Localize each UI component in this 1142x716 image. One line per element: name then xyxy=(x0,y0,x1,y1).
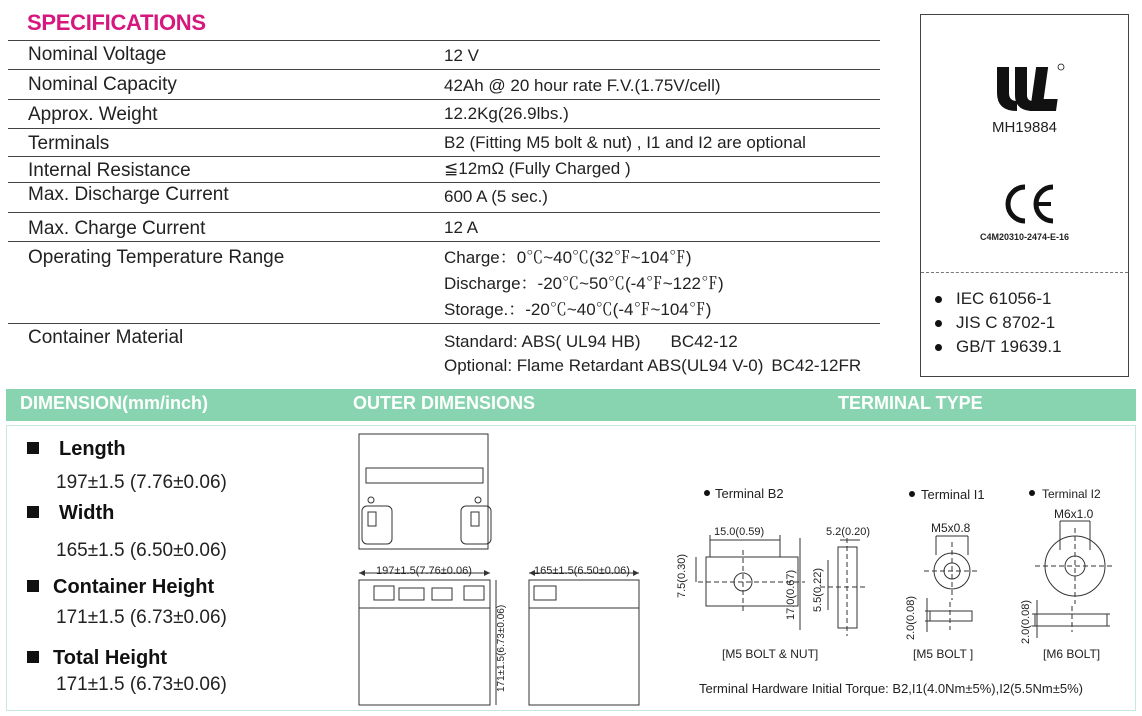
section-header-band xyxy=(6,389,1136,421)
section-title-dimension: DIMENSION(mm/inch) xyxy=(20,393,209,413)
square-bullet-icon xyxy=(27,651,39,663)
spec-line: Discharge：-20℃~50℃(-4℉~122℉) xyxy=(444,274,724,293)
b2-height-label: 17.0(0.67) xyxy=(785,569,797,620)
spec-value xyxy=(444,245,724,323)
spec-row xyxy=(8,99,880,128)
ce-mark-icon xyxy=(1001,183,1059,225)
model-code: BC42-12FR xyxy=(771,356,862,375)
spec-label: Max. Discharge Current xyxy=(28,184,229,205)
height-dim-label: 171±1.5(6.73±0.06) xyxy=(496,604,507,692)
spec-row xyxy=(8,182,880,212)
i2-caption: [M6 BOLT] xyxy=(1043,647,1101,661)
divider xyxy=(921,272,1128,273)
terminal-drawing xyxy=(670,480,1130,670)
spec-row xyxy=(8,323,880,375)
terminal-i2-title: Terminal I2 xyxy=(1042,487,1101,501)
i1-thread-label: M5x0.8 xyxy=(931,521,971,535)
spec-line: Storage.：-20℃~40℃(-4℉~104℉) xyxy=(444,300,712,319)
list-item: IEC 61056-1 xyxy=(935,287,1062,311)
dimension-heading: Total Height xyxy=(27,647,167,670)
spec-label: Nominal Voltage xyxy=(28,44,167,65)
section-title-outer: OUTER DIMENSIONS xyxy=(353,393,536,413)
spec-value: 600 A (5 sec.) xyxy=(444,187,548,206)
spec-value: 12 V xyxy=(444,46,479,65)
section-title-terminal: TERMINAL TYPE xyxy=(838,393,983,413)
spec-label: Internal Resistance xyxy=(28,160,191,181)
dimension-value: 197±1.5 (7.76±0.06) xyxy=(56,472,227,493)
model-code: BC42-12 xyxy=(670,332,738,351)
spec-label: Approx. Weight xyxy=(28,104,158,125)
ul-recognized-icon xyxy=(993,61,1065,117)
b2-left-label: 7.5(0.30) xyxy=(676,553,688,598)
bullet-icon xyxy=(935,320,942,327)
terminal-i1-title: Terminal I1 xyxy=(921,487,985,502)
standards-list xyxy=(935,287,1062,359)
certification-box xyxy=(920,14,1129,377)
b2-width-label: 15.0(0.59) xyxy=(714,526,765,538)
spec-value xyxy=(444,330,861,378)
bullet-icon xyxy=(935,344,942,351)
spec-value: B2 (Fitting M5 bolt & nut) , I1 and I2 are optional xyxy=(444,133,806,152)
torque-note: Terminal Hardware Initial Torque: B2,I1(4.0Nm±5%),I2(5.5Nm±5%) xyxy=(699,681,1083,696)
bullet-icon xyxy=(935,296,942,303)
dimension-heading: Length xyxy=(27,438,126,461)
b2-hole-label: 5.5(0.22) xyxy=(812,567,824,612)
spec-row xyxy=(8,212,880,241)
ce-certificate-number: C4M20310-2474-E-16 xyxy=(979,232,1070,242)
dimension-value: 171±1.5 (6.73±0.06) xyxy=(56,674,227,695)
spec-label: Container Material xyxy=(28,327,184,348)
square-bullet-icon xyxy=(27,506,39,518)
spec-row xyxy=(8,156,880,182)
dimension-value: 171±1.5 (6.73±0.06) xyxy=(56,607,227,628)
spec-row xyxy=(8,69,880,99)
spec-row xyxy=(8,128,880,156)
spec-value: 12.2Kg(26.9lbs.) xyxy=(444,104,569,123)
b2-caption: [M5 BOLT & NUT] xyxy=(722,647,819,661)
terminal-b2-title: Terminal B2 xyxy=(715,486,784,501)
page-title: SPECIFICATIONS xyxy=(27,10,206,35)
outer-dimension-drawing xyxy=(354,430,654,710)
spec-label: Terminals xyxy=(28,133,110,154)
i2-dim-label: 2.0(0.08) xyxy=(1020,599,1032,644)
spec-row xyxy=(8,40,880,69)
i1-caption: [M5 BOLT ] xyxy=(913,647,974,661)
list-item: JIS C 8702-1 xyxy=(935,311,1062,335)
spec-table xyxy=(8,40,880,375)
square-bullet-icon xyxy=(27,580,39,592)
spec-line: Charge：0℃~40℃(32℉~104℉) xyxy=(444,248,692,267)
spec-label: Max. Charge Current xyxy=(28,218,206,239)
spec-label: Operating Temperature Range xyxy=(28,247,285,268)
battery-top-view xyxy=(359,434,488,549)
spec-value: ≦12mΩ (Fully Charged ) xyxy=(444,159,631,178)
spec-line: Optional: Flame Retardant ABS(UL94 V-0) xyxy=(444,356,764,375)
spec-line: Standard: ABS( UL94 HB) xyxy=(444,332,641,351)
dimension-heading: Width xyxy=(27,502,114,525)
list-item: GB/T 19639.1 xyxy=(935,335,1062,359)
dimension-value: 165±1.5 (6.50±0.06) xyxy=(56,540,227,561)
square-bullet-icon xyxy=(27,442,39,454)
ul-file-number: MH19884 xyxy=(991,119,1058,136)
i2-thread-label: M6x1.0 xyxy=(1054,507,1094,521)
i1-dim-label: 2.0(0.08) xyxy=(905,595,917,640)
spec-row xyxy=(8,241,880,323)
spec-value: 12 A xyxy=(444,218,479,237)
dimension-heading: Container Height xyxy=(27,576,214,599)
battery-side-view xyxy=(529,580,639,705)
width-dim-label: 165±1.5(6.50±0.06) xyxy=(534,565,630,577)
spec-value: 42Ah @ 20 hour rate F.V.(1.75V/cell) xyxy=(444,76,721,95)
length-dim-label: 197±1.5(7.76±0.06) xyxy=(376,565,472,577)
b2-thickness-label: 5.2(0.20) xyxy=(826,526,871,538)
spec-label: Nominal Capacity xyxy=(28,74,177,95)
